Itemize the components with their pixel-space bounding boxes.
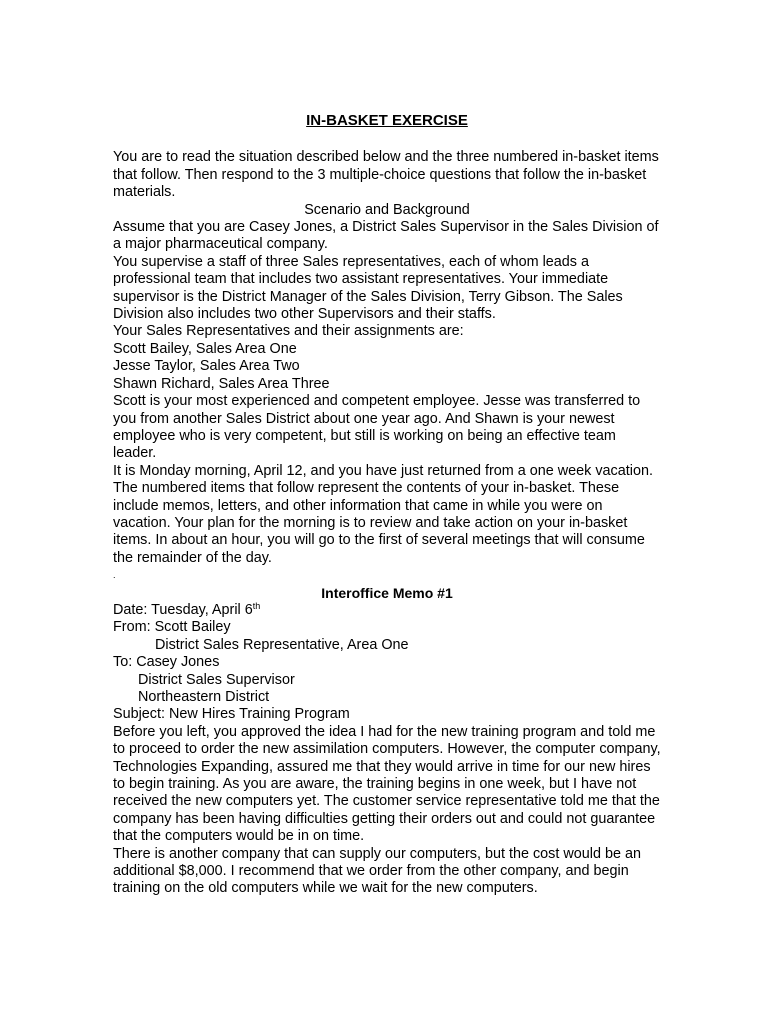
memo-subject: Subject: New Hires Training Program [113,706,350,723]
memo-date-text: Date: Tuesday, April 6 [113,601,253,618]
memo-title: Interoffice Memo #1 [321,584,453,601]
rep-line-shawn: Shawn Richard, Sales Area Three [113,375,330,392]
rep-line-jesse: Jesse Taylor, Sales Area Two [113,358,300,375]
document-page [113,112,661,898]
memo-date-suffix: th [252,600,261,611]
memo-from-title: District Sales Representative, Area One [155,636,409,653]
paragraph-staff: You supervise a staff of three Sales representatives, each of whom leads a professional team that includes two assistant representatives. Your immediate supervisor is the District Manager of the Sales Division, Terry Gibson. The Sales Division also includes two other Supervisors and their staffs. [113,253,623,323]
memo-to-title: District Sales Supervisor [138,671,295,688]
rep-line-scott: Scott Bailey, Sales Area One [113,340,297,357]
paragraph-situation: It is Monday morning, April 12, and you have just returned from a one week vacation. The numbered items that follow represent the contents of your in-basket. These include memos, letters, and other information that came in while you were on vacation. Your plan for the morning is to review and take action on your in-basket items. In about an hour, you will go to the first of several meetings that will consume the remainder of the day. [113,462,653,566]
scenario-heading: Scenario and Background [304,201,470,218]
memo-body-2: There is another company that can supply our computers, but the cost would be an additional $8,000. I recommend that we order from the other company, and begin training on the old computers while we wait for the new computers. [113,845,641,897]
separator-dot: . [113,570,116,581]
intro-paragraph: You are to read the situation described below and the three numbered in-basket items that follow. Then respond to the 3 multiple-choice questions that follow the in-basket materials. [113,149,659,201]
memo-to-district: Northeastern District [138,688,270,705]
paragraph-employees: Scott is your most experienced and competent employee. Jesse was transferred to you from another Sales District about one year ago. And Shawn is your newest employee who is very competent, but still is working on being an effective team leader. [113,393,641,462]
memo-body-1: Before you left, you approved the idea I had for the new training program and told me to proceed to order the new assimilation computers. However, the computer company, Technologies Expanding, assured me that they would arrive in time for our new hires to begin training. As you are aware, the training begins in one week, but I have not received the new computers yet. The customer service representative told me that the company has been having difficulties getting their orders out and could not guarantee that the computers would be in on time. [113,723,661,845]
paragraph-role: Assume that you are Casey Jones, a District Sales Supervisor in the Sales Division of a major pharmaceutical company. [113,219,659,253]
paragraph-assignments-intro: Your Sales Representatives and their assignments are: [113,323,464,340]
memo-date [113,602,661,619]
memo-to: To: Casey Jones [113,654,220,671]
memo-from: From: Scott Bailey [113,619,231,636]
document-title: IN-BASKET EXERCISE [306,112,468,129]
